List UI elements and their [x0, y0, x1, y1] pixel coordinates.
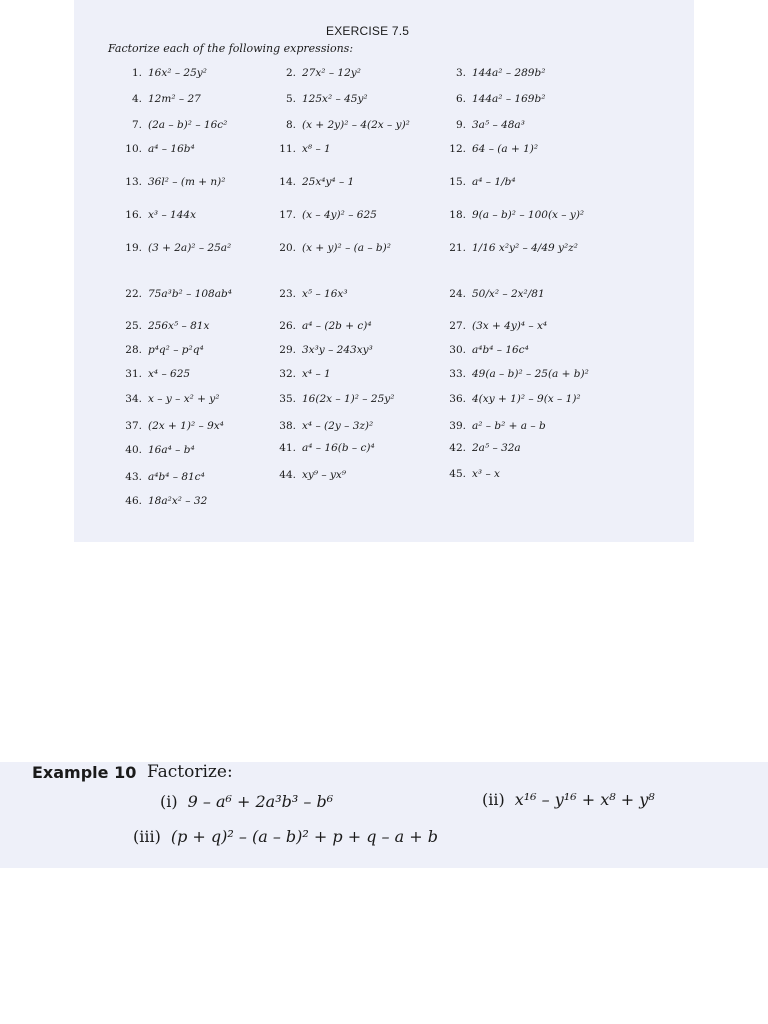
problem-item: 1. 16x² – 25y² — [131, 67, 207, 79]
problem-item: 35. 16(2x – 1)² – 25y² — [279, 393, 395, 405]
problem-item: 46. 18a²x² – 32 — [125, 495, 208, 507]
problem-item: 27. (3x + 4y)⁴ – x⁴ — [449, 320, 548, 332]
problem-item: 25. 256x⁵ – 81x — [125, 320, 210, 332]
problem-item: 42. 2a⁵ – 32a — [449, 442, 521, 454]
problem-item: 13. 36l² – (m + n)² — [125, 176, 226, 188]
problem-item: 24. 50/x² – 2x²/81 — [449, 288, 545, 300]
problem-item: 22. 75a³b² – 108ab⁴ — [125, 288, 232, 300]
exercise-title: EXERCISE 7.5 — [326, 24, 410, 38]
example-part: (iii) (p + q)² – (a – b)² + p + q – a + b — [133, 827, 438, 846]
problem-item: 21. 1/16 x²y² – 4/49 y²z² — [449, 242, 578, 254]
problem-item: 7. (2a – b)² – 16c² — [131, 119, 228, 131]
problem-item: 43. a⁴b⁴ – 81c⁴ — [125, 471, 205, 483]
problem-item: 26. a⁴ – (2b + c)⁴ — [279, 320, 372, 332]
problem-item: 3. 144a² – 289b² — [455, 67, 546, 79]
problem-item: 16. x³ – 144x — [125, 209, 197, 221]
problem-item: 33. 49(a – b)² – 25(a + b)² — [449, 368, 589, 380]
problem-item: 19. (3 + 2a)² – 25a² — [125, 242, 232, 254]
problem-item: 36. 4(xy + 1)² – 9(x – 1)² — [449, 393, 581, 405]
problem-item: 14. 25x⁴y⁴ – 1 — [279, 176, 355, 188]
problem-item: 28. p⁴q² – p²q⁴ — [125, 344, 204, 356]
problem-item: 32. x⁴ – 1 — [279, 368, 331, 380]
example-part: (i) 9 – a⁶ + 2a³b³ – b⁶ — [160, 792, 334, 811]
problem-item: 38. x⁴ – (2y – 3z)² — [279, 420, 374, 432]
problem-item: 18. 9(a – b)² – 100(x – y)² — [449, 209, 585, 221]
problem-item: 17. (x – 4y)² – 625 — [279, 209, 377, 221]
example-heading: Example 10 — [32, 763, 137, 782]
example-part: (ii) x¹⁶ – y¹⁶ + x⁸ + y⁸ — [482, 790, 655, 809]
problem-item: 30. a⁴b⁴ – 16c⁴ — [449, 344, 529, 356]
problem-item: 34. x – y – x² + y² — [125, 393, 220, 405]
problem-item: 23. x⁵ – 16x³ — [279, 288, 348, 300]
problem-item: 6. 144a² – 169b² — [455, 93, 546, 105]
problem-item: 11. x⁸ – 1 — [279, 143, 331, 155]
problem-item: 45. x³ – x — [449, 468, 500, 480]
problem-item: 5. 125x² – 45y² — [285, 93, 368, 105]
problem-item: 8. (x + 2y)² – 4(2x – y)² — [285, 119, 410, 131]
exercise-panel — [74, 0, 694, 542]
problem-item: 44. xy⁹ – yx⁹ — [279, 469, 347, 481]
problem-item: 31. x⁴ – 625 — [125, 368, 191, 380]
problem-item: 4. 12m² – 27 — [131, 93, 201, 105]
problem-item: 39. a² – b² + a – b — [449, 420, 546, 432]
problem-item: 2. 27x² – 12y² — [285, 67, 361, 79]
example-instruction: Factorize: — [147, 762, 233, 782]
problem-item: 41. a⁴ – 16(b – c)⁴ — [279, 442, 375, 454]
problem-item: 12. 64 – (a + 1)² — [449, 143, 539, 155]
problem-item: 37. (2x + 1)² – 9x⁴ — [125, 420, 224, 432]
problem-item: 15. a⁴ – 1/b⁴ — [449, 176, 516, 188]
problem-item: 10. a⁴ – 16b⁴ — [125, 143, 195, 155]
problem-item: 29. 3x³y – 243xy³ — [279, 344, 373, 356]
problem-item: 40. 16a⁴ – b⁴ — [125, 444, 195, 456]
problem-item: 9. 3a⁵ – 48a³ — [455, 119, 525, 131]
problem-item: 20. (x + y)² – (a – b)² — [279, 242, 391, 254]
exercise-instruction: Factorize each of the following expressions: — [108, 42, 354, 55]
